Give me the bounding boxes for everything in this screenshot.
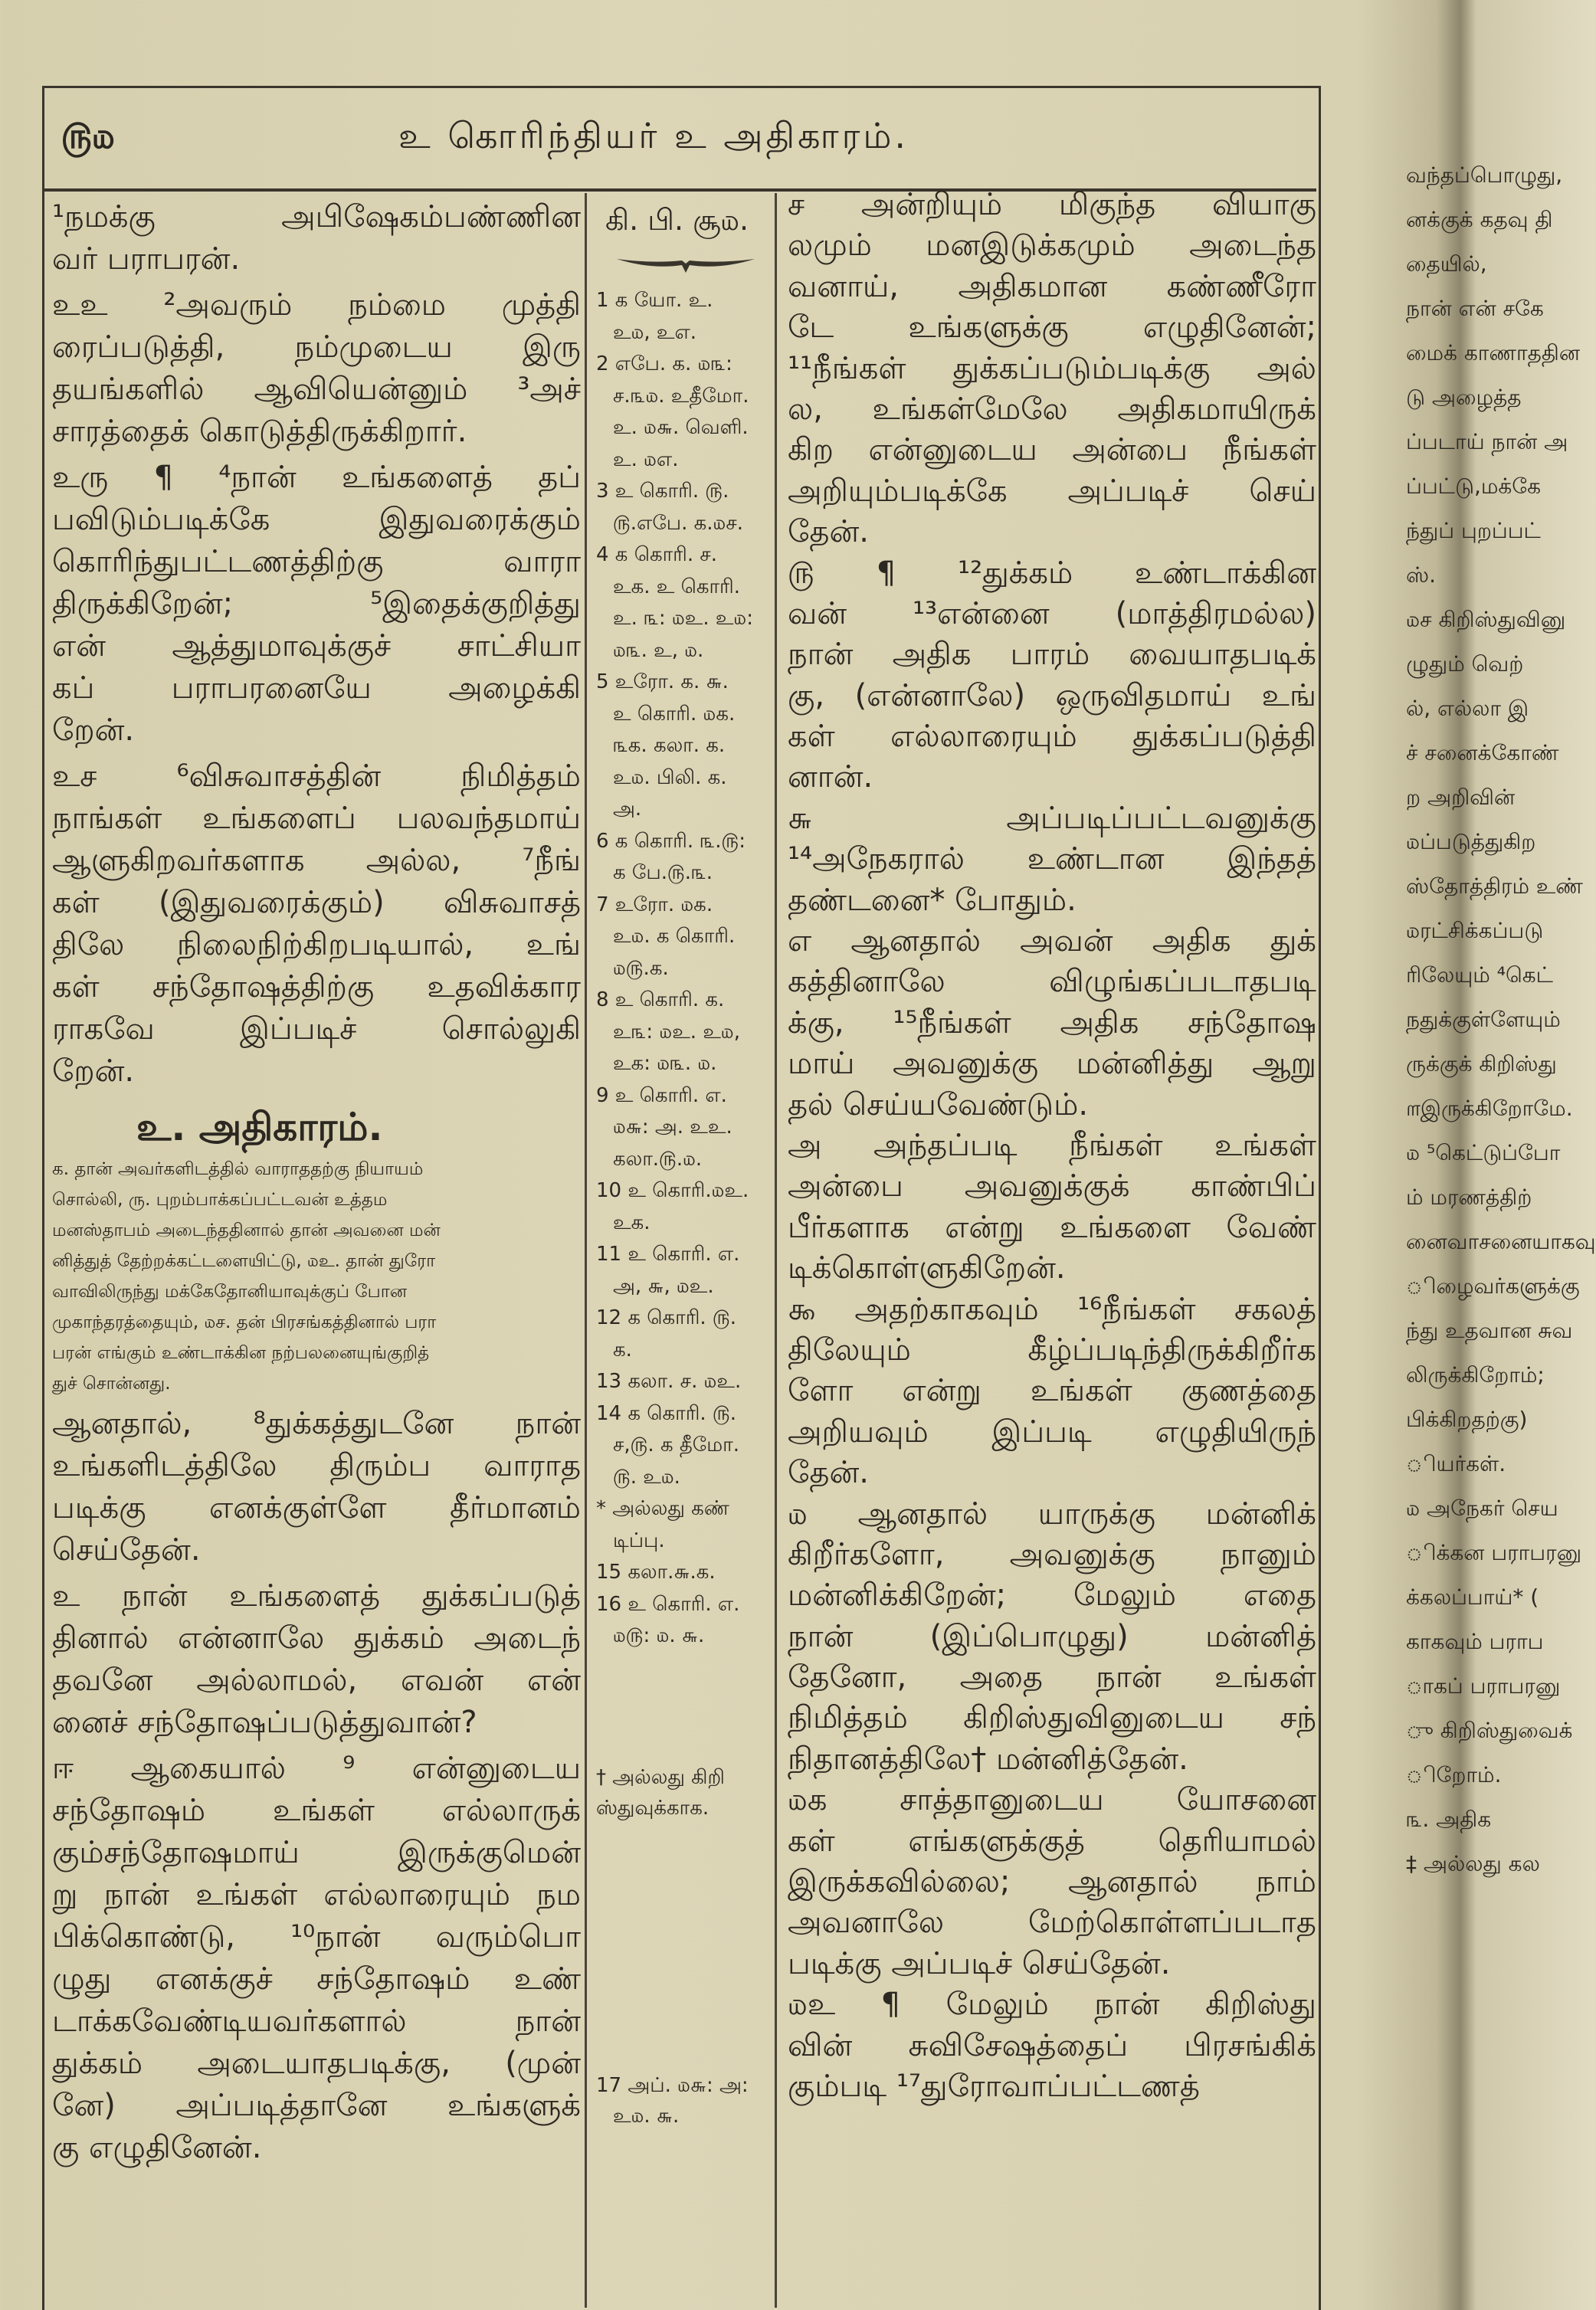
cross-reference: [596, 1175, 766, 1239]
cross-reference: [596, 1302, 766, 1366]
text-line: முகாந்தரத்தையும், ௰ச. தன் பிரசங்கத்தினால் பரா: [52, 1312, 437, 1332]
text-line: டிப்பு.: [613, 1529, 665, 1552]
text-line: கள் எல்லாரையும் துக்கப்படுத்தி: [788, 719, 1316, 755]
text-line: உ௰. ௬.: [613, 2105, 680, 2128]
cross-reference: [596, 1080, 766, 1176]
text-line: ௰ ⁵கெட்டுப்போ: [1406, 1140, 1561, 1165]
text-line: ¹⁴அநேகரால் உண்டான இந்தத்: [788, 841, 1316, 877]
text-line: ியர்கள்.: [1406, 1451, 1506, 1476]
text-line: ஆளுகிறவர்களாக அல்ல, ⁷நீங்: [52, 843, 581, 878]
text-line: உ. ௩: ௰உ. உ௰:: [613, 607, 753, 630]
text-line: டாக்கவேண்டியவர்களால் நான்: [52, 2004, 581, 2039]
text-line: னைவாசனையாகவு: [1406, 1229, 1596, 1254]
cross-reference: [596, 539, 766, 667]
text-line: ஸ்துவுக்காக.: [596, 1797, 710, 1820]
text-line: ௰௫: ௰. ௬.: [613, 1624, 705, 1647]
text-line: தல் செய்யவேண்டும்.: [788, 1086, 1089, 1122]
cross-reference: [596, 1557, 766, 1589]
cross-references-heading: கி. பி. சூ௰.: [605, 203, 749, 237]
text-line: பரன் எங்கும் உண்டாக்கின நற்பலனையுங்குறித்: [52, 1343, 430, 1363]
cross-reference: [596, 890, 766, 985]
verse-paragraph: [788, 553, 1316, 798]
text-line: ச் சனைக்கோண்: [1406, 740, 1559, 765]
text-line: உ. ௰௬. வெளி.: [613, 416, 749, 439]
text-line: அ.: [613, 798, 642, 821]
text-line: நாங்கள் உங்களைப் பலவந்தமாய்: [52, 801, 581, 836]
text-line: உக: ௰௩. ௰.: [613, 1052, 717, 1075]
text-line: தேன்.: [788, 1455, 869, 1491]
text-line: 14 க கொரி. ௫.: [596, 1401, 736, 1425]
text-line: லமும் மனஇடுக்கமும் அடைந்த: [788, 228, 1316, 264]
text-line: திலே நிலைநிற்கிறபடியால், உங்: [52, 927, 581, 962]
text-line: கிறீர்களோ, அவனுக்கு நானும்: [788, 1536, 1316, 1572]
text-line: லிருக்கிறோம்;: [1406, 1362, 1545, 1388]
text-line: தேனோ, அதை நான் உங்கள்: [788, 1660, 1316, 1696]
text-line: ராகவே இப்படிச் சொல்லுகி: [52, 1011, 581, 1047]
text-line: ௰ப்படுத்துகிற: [1406, 829, 1536, 854]
text-line: ௬ அப்படிப்பட்டவனுக்கு: [788, 800, 1316, 836]
text-line: அவனாலே மேற்கொள்ளப்படாத: [788, 1905, 1316, 1941]
text-line: ஆனதால், ⁸துக்கத்துடனே நான்: [52, 1406, 581, 1441]
left-text-column: [52, 196, 581, 2169]
cross-reference: [596, 1366, 766, 1398]
text-line: பீர்களாக என்று உங்களை வேண்: [788, 1209, 1316, 1245]
text-line: உரு ¶ ⁴நான் உங்களைத் தப்: [52, 460, 581, 495]
summary-text: [52, 1154, 581, 1399]
text-line: சொல்லி, ரு. புறம்பாக்கப்பட்டவன் உத்தம: [52, 1190, 388, 1210]
text-line: 6 க கொரி. ௩.௫:: [596, 829, 746, 853]
text-line: றேன்.: [52, 713, 135, 748]
text-line: ¹நமக்கு அபிஷேகம்பண்ணின: [52, 199, 581, 234]
text-line: ருக்குக் கிறிஸ்து: [1406, 1051, 1557, 1076]
text-line: மைக் காணாததின: [1406, 340, 1580, 365]
text-line: 9 உ கொரி. எ.: [596, 1083, 727, 1107]
cross-reference-17: [596, 2070, 766, 2131]
text-line: ரைப்படுத்தி, நம்முடைய இரு: [52, 329, 581, 365]
text-line: துச் சொன்னது.: [52, 1374, 171, 1394]
text-line: ந்துப் புறப்பட்: [1406, 518, 1541, 543]
text-line: கு எழுதினேன்.: [52, 2130, 262, 2165]
text-line: நான் என் சகே: [1406, 296, 1544, 321]
text-line: உச ⁶விசுவாசத்தின் நிமித்தம்: [52, 759, 581, 794]
text-line: ச,௫. க தீமோ.: [613, 1434, 740, 1456]
text-line: டிக்கொள்ளுகிறேன்.: [788, 1250, 1066, 1286]
text-line: ு கிறிஸ்துவைக்: [1406, 1718, 1573, 1743]
text-line: நான் (இப்பொழுது) மன்னித்: [788, 1618, 1316, 1654]
text-line: க பே.௫.௩.: [613, 861, 713, 884]
text-line: உ௰. க கொரி.: [613, 925, 736, 948]
text-line: னே) அப்படித்தானே உங்களுக்: [52, 2088, 581, 2123]
verse-paragraph: [52, 457, 581, 752]
text-line: வன் ¹³என்னை (மாத்திரமல்ல): [788, 595, 1316, 631]
text-line: னைச் சந்தோஷப்படுத்துவான்?: [52, 1705, 477, 1740]
text-line: டே உங்களுக்கு எழுதினேன்;: [788, 310, 1316, 346]
column-divider-right: [775, 193, 777, 2308]
text-line: என் ஆத்துமாவுக்குச் சாட்சியா: [52, 628, 581, 664]
text-line: ௰௩. உ, ௰.: [613, 638, 704, 662]
text-line: நான் அதிக பாரம் வையாதபடிக்: [788, 637, 1316, 673]
text-line: னித்துத் தேற்றக்கட்டளையிட்டு, ௰உ. தான் துரோ: [52, 1251, 436, 1271]
text-line: ¹¹நீங்கள் துக்கப்படும்படிக்கு அல்: [788, 350, 1316, 386]
verse-paragraph: [788, 1126, 1316, 1289]
text-line: ‡ அல்லது கல: [1406, 1851, 1540, 1876]
text-line: 15 கலா.௬.க.: [596, 1561, 716, 1584]
text-line: 17 அப். ௰௬: அ:: [596, 2074, 749, 2097]
text-line: ௫ ¶ ¹²துக்கம் உண்டாக்கின: [788, 555, 1316, 591]
text-line: அ, ௬, ௰உ.: [613, 1274, 714, 1298]
text-line: க.: [613, 1338, 632, 1361]
verse-paragraph: [788, 1494, 1316, 1781]
text-line: வர் பராபரன்.: [52, 241, 241, 277]
text-line: ச.௩௰. உதீமோ.: [613, 384, 749, 408]
text-line: ளோ என்று உங்கள் குணத்தை: [788, 1373, 1316, 1409]
text-line: க. தான் அவர்களிடத்தில் வாராததற்கு நியாயம்: [52, 1159, 424, 1179]
text-line: றேன்.: [52, 1053, 135, 1089]
text-line: ற அறிவின்: [1406, 785, 1516, 810]
text-line: ிறோம்.: [1406, 1762, 1502, 1787]
text-line: 2 எபே. க. ௰௩:: [596, 352, 732, 375]
text-line: ௰க சாத்தானுடைய யோசனை: [788, 1782, 1316, 1818]
footnote-dagger: [596, 1762, 766, 1823]
text-line: ம் மரணத்திற்: [1406, 1184, 1532, 1210]
text-line: தயங்களில் ஆவியென்னும் ³அச்: [52, 372, 581, 407]
text-line: கு, (என்னாலே) ஒருவிதமாய் உங்: [788, 677, 1316, 713]
verse-paragraph: [52, 196, 581, 280]
text-line: க்கலப்பாய்* (: [1406, 1584, 1539, 1610]
text-line: ழுது எனக்குச் சந்தோஷம் உண்: [52, 1961, 581, 1997]
cross-references-column: [596, 285, 766, 1653]
text-line: வாவிலிருந்து மக்கேதோனியாவுக்குப் போன: [52, 1282, 408, 1302]
text-line: கள் சந்தோஷத்திற்கு உதவிக்கார: [52, 969, 581, 1004]
text-line: பவிடும்படிக்கே இதுவரைக்கும்: [52, 502, 581, 537]
text-line: உ௰. பிலி. க.: [613, 765, 727, 789]
text-line: 11 உ கொரி. எ.: [596, 1243, 740, 1266]
page-number: ௫௰: [61, 115, 115, 156]
verse-paragraph: [788, 185, 1316, 553]
text-line: ப்பட்டு,மக்கே: [1406, 473, 1542, 499]
text-line: ல, உங்கள்மேலே அதிகமாயிருக்: [788, 391, 1316, 427]
text-line: கலா.௫.௰.: [613, 1147, 703, 1171]
verses-chapter-1-end: [52, 196, 581, 1093]
text-line: சந்தோஷம் உங்கள் எல்லாருக்: [52, 1793, 581, 1828]
text-line: படிக்கு அப்படிச் செய்தேன்.: [788, 1945, 1171, 1981]
text-line: ௩க. கலா. க.: [613, 734, 726, 757]
text-line: நிதானத்திலே† மன்னித்தேன்.: [788, 1741, 1188, 1777]
text-line: ௰ அநேகர் செய: [1406, 1496, 1558, 1521]
text-line: ிக்கன பராபரனு: [1406, 1540, 1582, 1565]
text-line: கள் (இதுவரைக்கும்) விசுவாசத்: [52, 885, 581, 920]
text-line: ௱இருக்கிறோமே.: [1406, 1096, 1573, 1121]
cross-reference: [596, 1589, 766, 1653]
text-line: உங்களிடத்திலே திரும்ப வாராத: [52, 1448, 581, 1483]
text-line: ழுதும் வெற்: [1406, 651, 1524, 677]
cross-reference: [596, 1239, 766, 1302]
verse-paragraph: [52, 1748, 581, 2169]
cross-reference: [596, 1493, 766, 1557]
text-line: தையில்,: [1406, 251, 1487, 277]
text-line: 12 க கொரி. ௫.: [596, 1306, 736, 1329]
text-line: ௰ச கிறிஸ்துவினு: [1406, 607, 1566, 632]
text-line: ௰ரட்சிக்கப்படு: [1406, 918, 1544, 943]
text-line: அறியவும் இப்படி எழுதியிருந்: [788, 1414, 1316, 1450]
verses-chapter-2-start: [52, 1403, 581, 2169]
cross-reference: [596, 285, 766, 349]
text-line: கும்சந்தோஷமாய் இருக்குமென்: [52, 1835, 581, 1870]
text-line: ந்து உதவான சுவ: [1406, 1318, 1573, 1343]
text-line: நதுக்குள்ளேயும்: [1406, 1007, 1561, 1032]
text-line: தவனே அல்லாமல், எவன் என்: [52, 1663, 581, 1698]
text-line: கொரிந்துபட்டணத்திற்கு வாரா: [52, 544, 581, 579]
text-line: ல், எல்லா இ: [1406, 696, 1529, 721]
text-line: 5 உரோ. க. ௬.: [596, 670, 729, 693]
column-divider-left: [585, 193, 587, 2308]
text-line: திருக்கிறேன்; ⁵இதைக்குறித்து: [52, 586, 581, 621]
verse-paragraph: [788, 1984, 1316, 2107]
text-line: உ நான் உங்களைத் துக்கப்படுத்: [52, 1578, 581, 1614]
text-line: † அல்லது கிறி: [596, 1766, 725, 1789]
text-line: ஈ ஆகையால் ⁹ என்னுடைய: [52, 1751, 581, 1786]
text-line: ஸ்.: [1406, 562, 1436, 588]
text-line: பிக்கொண்டு, ¹⁰நான் வரும்பொ: [52, 1919, 581, 1954]
text-line: அ அந்தப்படி நீங்கள் உங்கள்: [788, 1127, 1316, 1163]
text-line: 7 உரோ. ௰க.: [596, 893, 713, 916]
cross-reference: [596, 476, 766, 539]
cross-reference: [596, 349, 766, 476]
cross-reference: [596, 826, 766, 890]
text-line: மாய் அவனுக்கு மன்னித்து ஆறு: [788, 1046, 1316, 1082]
text-line: 13 கலா. ச. ௰உ.: [596, 1370, 742, 1393]
verse-paragraph: [788, 798, 1316, 921]
text-line: * அல்லது கண்: [596, 1497, 729, 1520]
adjacent-page-fragment: [1406, 153, 1596, 1886]
text-line: ௰௫.க.: [613, 956, 669, 980]
text-line: ௰ ஆனதால் யாருக்கு மன்னிக்: [788, 1496, 1316, 1532]
text-line: நிமித்தம் கிறிஸ்துவினுடைய சந்: [788, 1700, 1316, 1736]
right-text-column: [788, 185, 1316, 2107]
text-line: இருக்கவில்லை; ஆனதால் நாம்: [788, 1864, 1316, 1900]
text-line: செய்தேன்.: [52, 1532, 201, 1568]
cross-reference: [596, 667, 766, 826]
text-line: காகவும் பராப: [1406, 1629, 1544, 1654]
text-line: உக.: [613, 1211, 651, 1234]
text-line: று நான் உங்கள் எல்லாரையும் நம: [52, 1877, 581, 1912]
text-line: 1 க யோ. உ.: [596, 289, 713, 312]
chapter-summary: [52, 1154, 581, 1399]
verse-paragraph: [52, 755, 581, 1093]
text-line: கிற என்னுடைய அன்பை நீங்கள்: [788, 432, 1316, 468]
cross-reference: [596, 2070, 766, 2131]
adjacent-page-text: [1406, 153, 1596, 1886]
text-line: வந்தப்பொழுது,: [1406, 162, 1563, 188]
text-line: உ௩: ௰உ. உ௰,: [613, 1020, 740, 1044]
text-line: னான்.: [788, 759, 873, 795]
text-line: அன்பை அவனுக்குக் காண்பிப்: [788, 1168, 1316, 1204]
text-line: 16 உ கொரி. எ.: [596, 1592, 740, 1616]
text-line: வின் சுவிசேஷத்தைப் பிரசங்கிக்: [788, 2027, 1316, 2063]
verse-paragraph: [52, 284, 581, 453]
text-line: ரிலேயும் ⁴கெட்: [1406, 962, 1553, 988]
text-line: அறியும்படிக்கே அப்படிச் செய்: [788, 473, 1316, 509]
cross-reference: [596, 985, 766, 1080]
cross-reference: [596, 1398, 766, 1494]
text-line: ிழைவர்களுக்கு: [1406, 1273, 1580, 1299]
text-line: ச அன்றியும் மிகுந்த வியாகு: [788, 187, 1316, 222]
text-line: ௩. அதிக: [1406, 1807, 1492, 1832]
text-line: னக்குக் கதவு தி: [1406, 207, 1553, 232]
verse-paragraph: [788, 1289, 1316, 1494]
text-line: ஸ்தோத்திரம் உண்: [1406, 873, 1583, 899]
verse-paragraph: [52, 1575, 581, 1744]
text-line: எ ஆனதால் அவன் அதிக துக்: [788, 923, 1316, 959]
text-line: ௰௬: அ. உஉ.: [613, 1116, 732, 1139]
text-line: மன்னிக்கிறேன்; மேலும் எதை: [788, 1578, 1316, 1614]
text-line: கத்தினாலே விழுங்கப்படாதபடி: [788, 964, 1316, 1000]
text-line: டு அழைத்த: [1406, 385, 1522, 410]
text-line: கும்படி ¹⁷துரோவாப்பட்டணத்: [788, 2068, 1200, 2104]
verse-paragraph: [788, 1780, 1316, 1984]
text-line: பிக்கிறதற்கு): [1406, 1407, 1528, 1432]
verse-paragraph: [52, 1403, 581, 1571]
text-line: 3 உ கொரி. ௫.: [596, 480, 729, 503]
footnote: [596, 1762, 766, 1823]
verse-paragraph: [788, 921, 1316, 1126]
text-line: வனாய், அதிகமான கண்ணீரோ: [788, 268, 1316, 304]
text-line: திலேயும் கீழ்ப்படிந்திருக்கிறீர்க: [788, 1332, 1316, 1368]
text-line: கப் பராபரனையே அழைக்கி: [52, 670, 581, 706]
ornament-divider: [613, 253, 759, 276]
text-line: ௫.எபே. க.௰ச.: [613, 511, 744, 535]
text-line: 8 உ கொரி. க.: [596, 988, 725, 1011]
text-line: 4 க கொரி. ச.: [596, 543, 718, 566]
chapter-heading: உ. அதிகாரம்.: [136, 1105, 383, 1149]
text-line: உஉ ²அவரும் நம்மை முத்தி: [52, 287, 581, 323]
text-line: உ. ௰எ.: [613, 447, 679, 471]
text-line: உ௰, உஎ.: [613, 320, 697, 344]
text-line: 10 உ கொரி.௰உ.: [596, 1179, 749, 1202]
text-line: சாரத்தைக் கொடுத்திருக்கிறார்.: [52, 414, 467, 449]
text-line: ாகப் பராபரனு: [1406, 1673, 1561, 1699]
text-line: கள் எங்களுக்குத் தெரியாமல்: [788, 1823, 1316, 1859]
text-line: உக. உ கொரி.: [613, 575, 741, 598]
text-line: தினால் என்னாலே துக்கம் அடைந்: [52, 1620, 581, 1656]
text-line: மனஸ்தாபம் அடைந்ததினால் தான் அவனை மன்: [52, 1221, 441, 1240]
text-line: ௯ அதற்காகவும் ¹⁶நீங்கள் சகலத்: [788, 1291, 1316, 1327]
text-line: உ கொரி. ௰க.: [613, 702, 736, 726]
text-line: துக்கம் அடையாதபடிக்கு, (முன்: [52, 2046, 581, 2081]
running-title: உ கொரிந்தியர் உ அதிகாரம்.: [398, 115, 909, 156]
text-line: தேன்.: [788, 514, 869, 550]
text-line: தண்டனை* போதும்.: [788, 882, 1077, 918]
text-line: ப்படாய் நான் அ: [1406, 429, 1568, 454]
text-line: படிக்கு எனக்குள்ளே தீர்மானம்: [52, 1490, 581, 1525]
text-line: ௰உ ¶ மேலும் நான் கிறிஸ்து: [788, 1987, 1316, 2023]
text-line: ௫. உ௰.: [613, 1465, 680, 1489]
text-line: க்கு, ¹⁵நீங்கள் அதிக சந்தோஷ: [788, 1004, 1316, 1040]
